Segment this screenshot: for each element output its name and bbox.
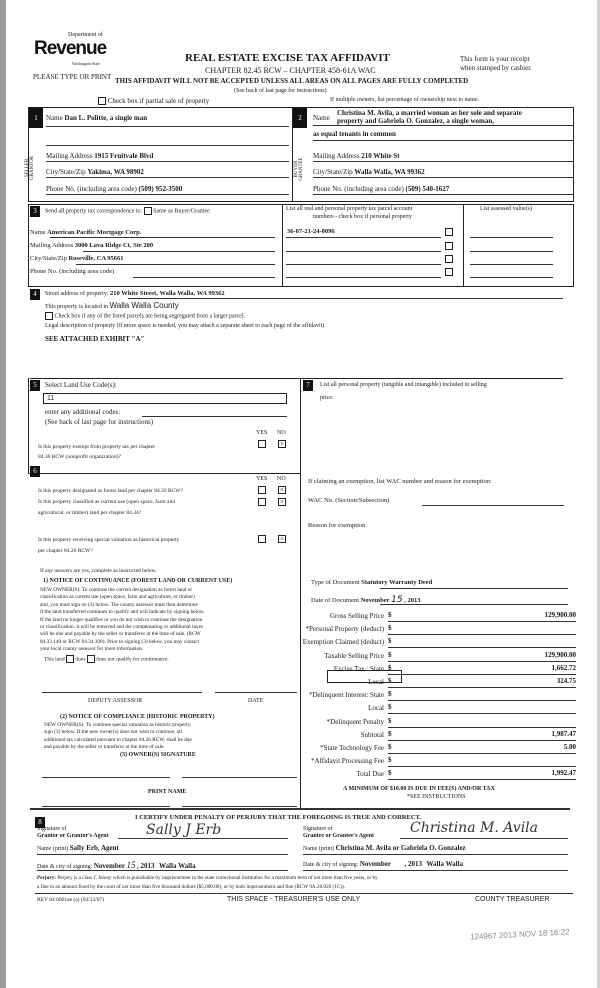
scan-edge [0, 0, 6, 988]
seller-side-label: SELLER GRANTOR [25, 155, 35, 181]
seller-name[interactable]: Dan L. Politte, a single man [64, 114, 148, 122]
fee-amount-field[interactable] [388, 717, 576, 728]
currency-symbol: $ [388, 743, 392, 751]
fee-amount-field[interactable] [388, 637, 576, 648]
fee-amount-field[interactable] [388, 677, 576, 688]
fee-amount-field[interactable] [388, 769, 576, 780]
grantee-print-name[interactable]: Christina M. Avila or Gabriela O. Gonzalez [335, 844, 466, 852]
currency-symbol: $ [388, 650, 392, 659]
currency-symbol: $ [388, 611, 392, 619]
correspondence-address[interactable]: 3000 Lava Ridge Ct, Ste 200 [74, 242, 154, 249]
fee-value: 1,987.47 [551, 729, 576, 738]
correspondence-name[interactable]: American Pacific Mortgage Corp. [47, 229, 142, 236]
historic-no-checkbox[interactable]: × [278, 535, 286, 543]
current-use-no-checkbox[interactable]: × [278, 498, 286, 506]
segregated-parcel-checkbox[interactable] [45, 312, 53, 320]
currency-symbol: $ [388, 769, 392, 778]
fee-label: Taxable Selling Price [324, 651, 384, 660]
fee-label: Local [368, 678, 384, 686]
grantee-sign-month[interactable]: November [359, 860, 391, 868]
fee-amount-field[interactable] [388, 756, 576, 767]
buyer-side-label: BUYER GRANTEE [294, 157, 304, 181]
additional-codes-input[interactable] [142, 416, 287, 417]
fee-label: *Delinquent Penalty [326, 717, 384, 726]
grantor-signature[interactable]: Sally J Erb [146, 822, 222, 838]
land-use-code-input[interactable]: 11 [43, 393, 287, 404]
buyer-name-line3[interactable]: as equal tenants in common [313, 130, 396, 138]
exempt-no-checkbox[interactable]: × [278, 440, 286, 448]
grantee-sign-city[interactable]: Walla Walla [426, 860, 464, 868]
continuance-notice: NEW OWNER(S): To continue the current designation as forest land or classification as current use (open space, farm and agriculture, or timber) and, you must sign on (3) below. The county assessor must then determine if the land transferred continues to qualify and will indicate by signing below. If the land no longer qualifies or you do not wish to continue the designation or classification, it will be removed and the compensating or additional taxes will be due and payable by the seller or transferor at the time of sale. (RCW 84.33.140 or RCW 84.34.108). Prior to signing (3) below, you may contact your local county assessor for more information. [40, 587, 205, 653]
buyer-phone[interactable]: (509) 540-1627 [405, 185, 450, 193]
document-date-day[interactable]: 15 [391, 595, 403, 605]
fee-label: *Personal Property (deduct) [305, 625, 384, 634]
seller-phone[interactable]: (509) 952-3500 [138, 185, 183, 193]
currency-symbol: $ [388, 729, 392, 738]
property-county[interactable]: Walla Walla County [109, 301, 179, 310]
exempt-yes-checkbox[interactable] [258, 440, 266, 448]
buyer-name-line2[interactable]: property and Gabriela O. Gonzalez, a single woman, [337, 117, 494, 125]
currency-symbol: $ [388, 637, 392, 646]
forest-land-yes-checkbox[interactable] [258, 486, 266, 494]
fee-label: *State Technology Fee [320, 744, 384, 752]
grantor-sign-city[interactable]: Walla Walla [158, 862, 196, 870]
fee-amount-field[interactable] [388, 664, 576, 675]
fee-label: *Affidavit Processing Fee [311, 757, 384, 766]
fee-value: 1,662.72 [551, 663, 576, 672]
fee-amount-field[interactable] [388, 743, 576, 754]
currency-symbol: $ [388, 624, 392, 633]
does-not-qualify-checkbox[interactable] [87, 655, 95, 663]
currency-symbol: $ [388, 690, 392, 699]
currency-symbol: $ [388, 677, 392, 685]
seller-mailing-address[interactable]: 1915 Fruitvale Blvd [94, 152, 154, 160]
treasurer-stamp: 124967 2013 NOV 18 16:22 [469, 927, 570, 942]
property-street-address[interactable]: 210 White Street, Walla Walla, WA 99362 [109, 290, 225, 297]
fee-label: Subtotal [360, 730, 384, 739]
document-type[interactable]: Statutory Warranty Deed [361, 579, 433, 586]
seller-city[interactable]: Yakima, WA 98902 [87, 168, 144, 176]
fee-amount-field[interactable] [388, 611, 576, 622]
same-as-buyer-checkbox[interactable] [144, 207, 152, 215]
fee-value: 324.75 [556, 677, 576, 685]
fee-amount-field[interactable] [388, 703, 576, 714]
qualifies-checkbox[interactable] [66, 655, 74, 663]
current-use-yes-checkbox[interactable] [258, 498, 266, 506]
fee-label: *Delinquent Interest: State [308, 691, 384, 700]
fee-value: 129,900.00 [544, 650, 576, 659]
legal-description[interactable]: SEE ATTACHED EXHIBIT "A" [45, 335, 145, 343]
logo-wordmark: Revenue [34, 38, 107, 59]
page-title: REAL ESTATE EXCISE TAX AFFIDAVIT [185, 52, 390, 64]
fee-label: Gross Selling Price [329, 612, 384, 620]
personal-property-checkbox-4[interactable] [445, 268, 453, 276]
print-name-line[interactable] [42, 806, 170, 807]
dor-logo: Department of Revenue Washington State [34, 32, 107, 66]
personal-property-checkbox-1[interactable] [445, 228, 453, 236]
currency-symbol: $ [388, 663, 392, 672]
personal-property-checkbox-3[interactable] [445, 255, 453, 263]
historic-yes-checkbox[interactable] [258, 535, 266, 543]
partial-sale-checkbox-row[interactable]: Check box if partial sale of property [98, 97, 209, 105]
grantor-print-name[interactable]: Sally Erb, Agent [69, 844, 119, 852]
fee-value: 129,900.00 [544, 611, 576, 619]
forest-land-no-checkbox[interactable]: × [278, 486, 286, 494]
currency-symbol: $ [388, 703, 392, 712]
grantee-signature[interactable]: Christina M. Avila [410, 820, 538, 836]
buyer-mailing-address[interactable]: 210 White St [361, 152, 400, 160]
grantor-sign-month[interactable]: November [93, 862, 125, 870]
buyer-city[interactable]: Walla Walla, WA 99362 [354, 168, 425, 176]
wac-number-input[interactable] [422, 505, 564, 506]
parcel-number[interactable]: 36-07-21-24-0096 [287, 228, 335, 235]
fee-label: Excise Tax : State [333, 664, 384, 673]
compliance-notice: NEW OWNER(S): To continue special valuation as historic property, sign (3) below. If the new owner(s) does not wish to continue, all additional tax calculated pursuant to chapter 84.26 RCW, shall be due and payable by the seller or transferor at the time of sale. [44, 722, 192, 751]
fee-amount-field[interactable] [388, 651, 576, 662]
owner-signature-line[interactable] [42, 777, 170, 778]
correspondence-city[interactable]: Roseville, CA 95661 [68, 255, 124, 262]
fee-label: Local [368, 704, 384, 713]
buyer-name-line1[interactable]: Christina M. Avila, a married woman as her sole and separate [337, 109, 522, 117]
currency-symbol: $ [388, 756, 392, 765]
document-date-month[interactable]: November [360, 597, 390, 604]
fee-label: Exemption Claimed (deduct) [302, 638, 384, 647]
partial-sale-checkbox[interactable] [98, 97, 106, 105]
personal-property-checkbox-2[interactable] [445, 242, 453, 250]
fee-value: 5.00 [563, 743, 576, 751]
fee-label: Total Due [356, 770, 384, 779]
fee-amount-field[interactable] [388, 730, 576, 741]
fee-amount-field[interactable] [388, 624, 576, 635]
currency-symbol: $ [388, 716, 392, 725]
fee-value: 1,992.47 [551, 769, 576, 778]
fee-amount-field[interactable] [388, 690, 576, 701]
